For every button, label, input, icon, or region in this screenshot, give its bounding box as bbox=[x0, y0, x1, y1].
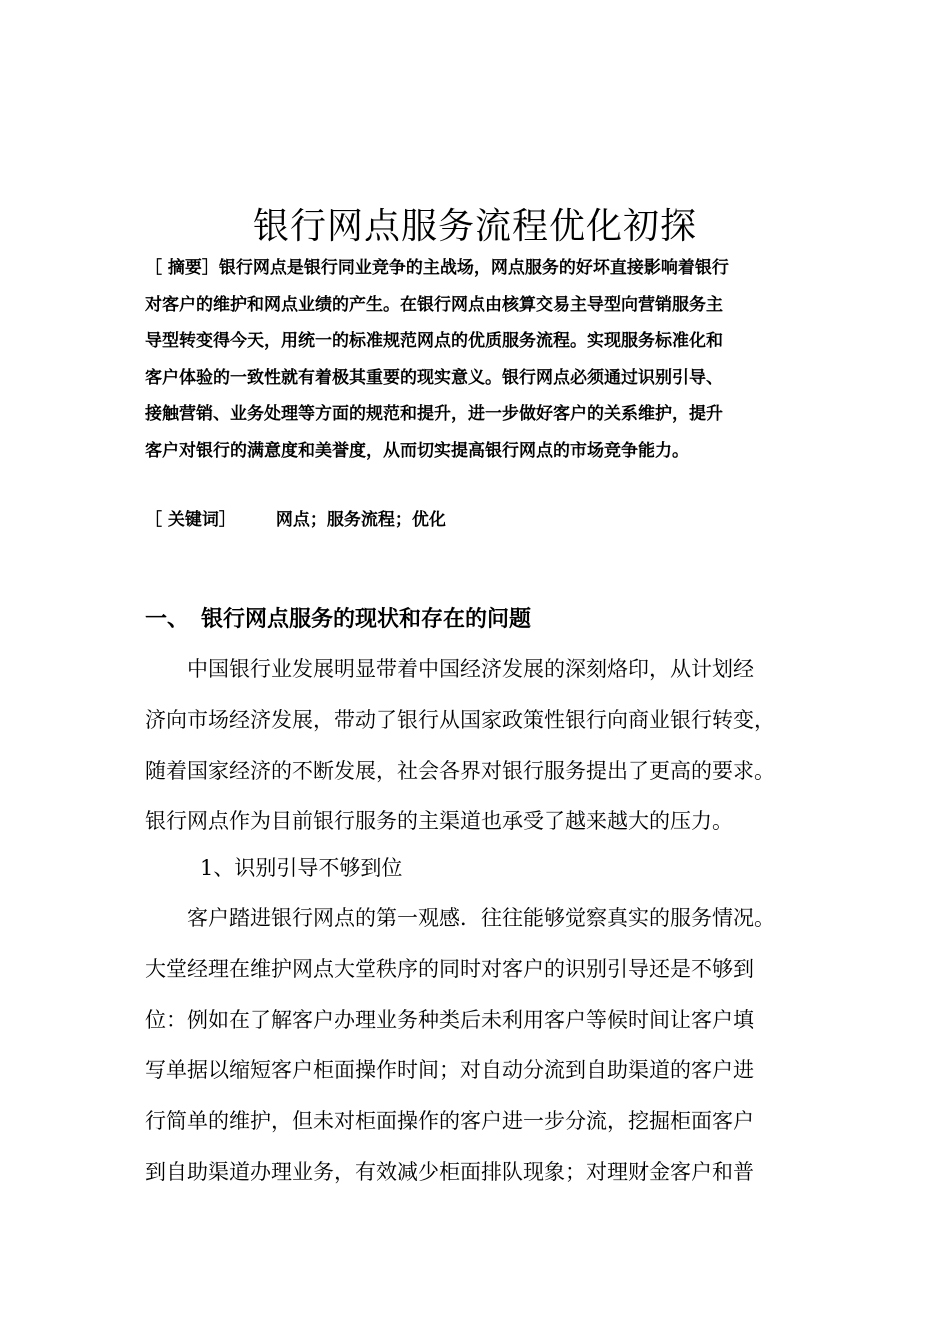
body-paragraph bbox=[145, 644, 825, 847]
paragraph-line: 写单据以缩短客户柜面操作时间；对自动分流到自助渠道的客户进 bbox=[145, 1058, 754, 1083]
paragraph-line: 银行网点作为目前银行服务的主渠道也承受了越来越大的压力。 bbox=[145, 809, 733, 834]
abstract-line: 导型转变得今天，用统一的标准规范网点的优质服务流程。实现服务标准化和 bbox=[145, 331, 723, 352]
abstract-line: 接触营销、业务处理等方面的规范和提升，进一步做好客户的关系维护，提升 bbox=[145, 404, 723, 425]
section-heading bbox=[145, 602, 531, 638]
paragraph-line: 随着国家经济的不断发展，社会各界对银行服务提出了更高的要求。 bbox=[145, 758, 775, 783]
abstract-line: 客户对银行的满意度和美誉度，从而切实提高银行网点的市场竞争能力。 bbox=[145, 440, 689, 461]
paragraph-line: 到自助渠道办理业务，有效减少柜面排队现象；对理财金客户和普 bbox=[145, 1159, 754, 1184]
keywords-values: 网点；服务流程；优化 bbox=[275, 510, 446, 530]
body-paragraph bbox=[145, 893, 825, 1198]
page-title: 银行网点服务流程优化初探 bbox=[252, 206, 697, 248]
paragraph-line: 行简单的维护，但未对柜面操作的客户进一步分流，挖掘柜面客户 bbox=[145, 1109, 754, 1134]
keywords bbox=[145, 505, 446, 535]
paragraph-line: 济向市场经济发展，带动了银行从国家政策性银行向商业银行转变， bbox=[145, 707, 775, 732]
paragraph-line: 客户踏进银行网点的第一观感．往往能够觉察真实的服务情况。 bbox=[145, 906, 775, 930]
subsection-heading: 1、识别引导不够到位 bbox=[200, 856, 403, 880]
keywords-label: ［ 关键词］ bbox=[145, 510, 236, 530]
paragraph-line: 中国银行业发展明显带着中国经济发展的深刻烙印，从计划经 bbox=[145, 657, 754, 681]
abstract-line: 对客户的维护和网点业绩的产生。在银行网点由核算交易主导型向营销服务主 bbox=[145, 294, 723, 315]
abstract bbox=[145, 250, 815, 470]
paragraph-line: 位：例如在了解客户办理业务种类后未利用客户等候时间让客户填 bbox=[145, 1007, 754, 1032]
paragraph-line: 大堂经理在维护网点大堂秩序的同时对客户的识别引导还是不够到 bbox=[145, 956, 754, 981]
abstract-line: 客户体验的一致性就有着极其重要的现实意义。银行网点必须通过识别引导、 bbox=[145, 367, 723, 388]
abstract-line: ［ 摘要］银行网点是银行同业竞争的主战场，网点服务的好坏直接影响着银行 bbox=[145, 258, 729, 278]
section-number: 一、 bbox=[145, 607, 190, 632]
section-title: 银行网点服务的现状和存在的问题 bbox=[201, 607, 532, 632]
